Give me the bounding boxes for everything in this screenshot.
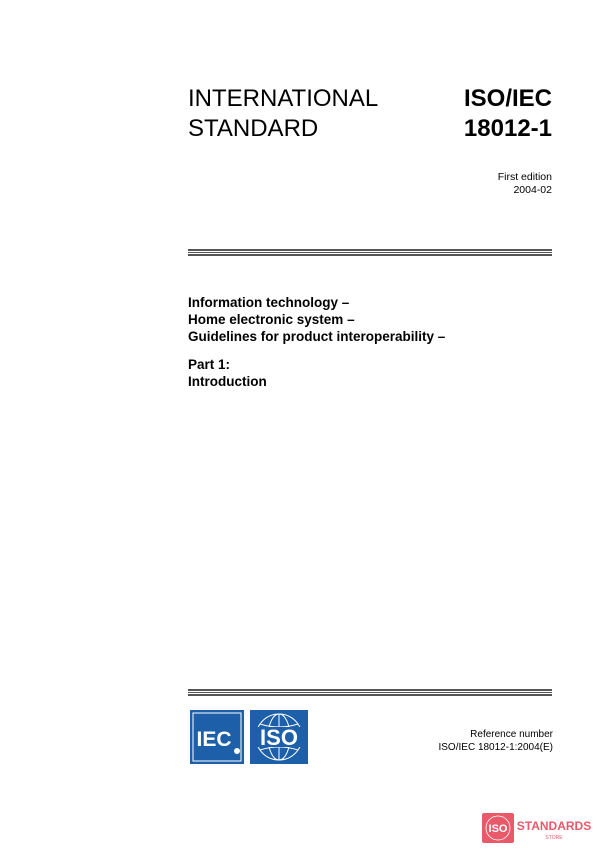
- subject-line3: Guidelines for product interoperability –: [188, 329, 446, 344]
- edition-label: First edition: [497, 171, 552, 183]
- top-divider: [188, 249, 552, 257]
- iso-standards-store-watermark: [482, 813, 594, 843]
- document-type-line1: INTERNATIONAL: [188, 85, 379, 112]
- standard-designation: [464, 84, 552, 144]
- reference-label: Reference number: [470, 729, 553, 740]
- watermark-sub-text: STORE: [545, 835, 563, 841]
- reference-value: ISO/IEC 18012-1:2004(E): [438, 742, 553, 753]
- subject-line1: Information technology –: [188, 295, 350, 310]
- iec-iso-logos: [190, 710, 308, 764]
- edition-date: 2004-02: [513, 184, 552, 196]
- part-number: Part 1:: [188, 357, 231, 372]
- part-heading: [188, 356, 267, 390]
- iec-logo-text: IEC: [196, 728, 232, 751]
- document-type: [188, 84, 378, 144]
- document-subject: [188, 294, 445, 345]
- document-type-line2: STANDARD: [188, 115, 319, 142]
- reference-number: [438, 728, 553, 754]
- iso-logo: [250, 710, 308, 764]
- edition-info: [498, 171, 552, 197]
- designation-line1: ISO/IEC: [463, 85, 552, 112]
- watermark-iso-text: ISO: [488, 823, 508, 835]
- part-title: Introduction: [188, 374, 267, 389]
- subject-line2: Home electronic system –: [188, 312, 355, 327]
- designation-line2: 18012-1: [463, 115, 552, 142]
- bottom-divider: [188, 689, 552, 697]
- iso-logo-text: ISO: [260, 725, 298, 750]
- watermark-brand-text: STANDARDS: [516, 819, 592, 833]
- iec-logo: [190, 710, 244, 764]
